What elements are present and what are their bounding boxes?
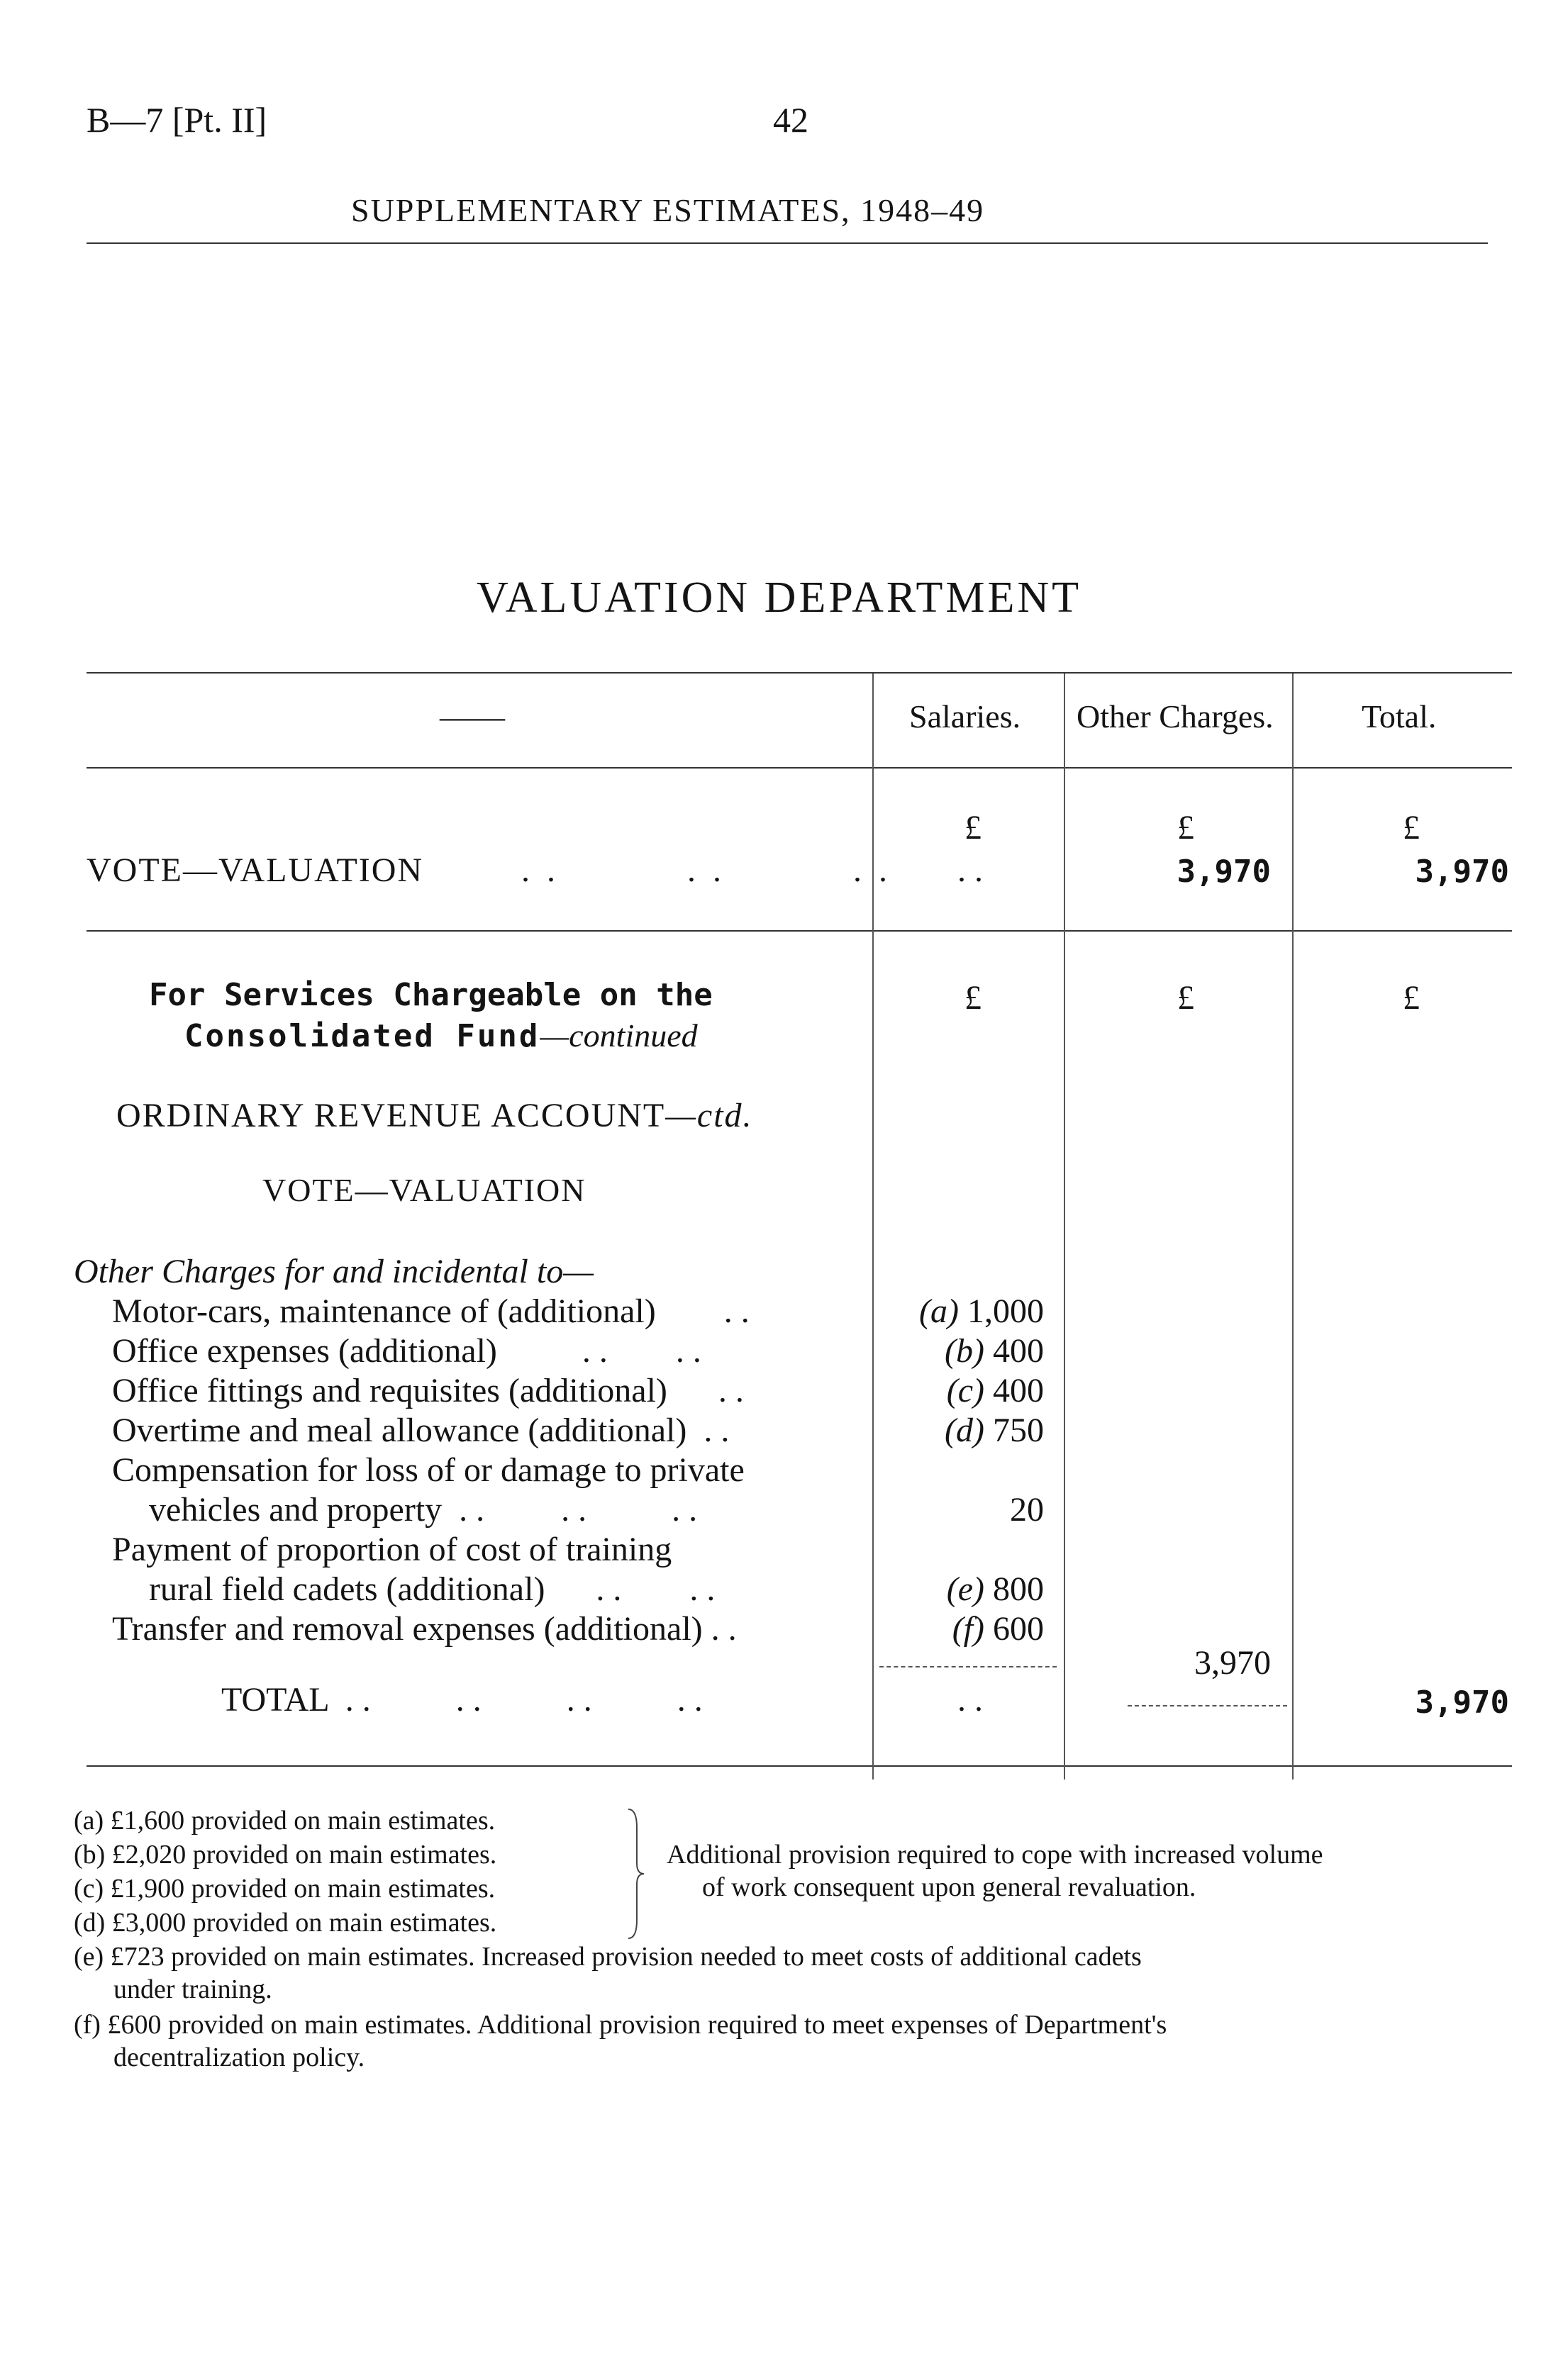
header-rule <box>87 242 1488 244</box>
item-description: Motor-cars, maintenance of (additional) . . <box>112 1292 750 1330</box>
section-currency-salaries: £ <box>964 979 982 1017</box>
item-amount <box>879 1292 1044 1331</box>
item-amount-value: 400 <box>993 1372 1044 1409</box>
document-reference: B—7 [Pt. II] <box>87 100 267 140</box>
account-title-ctd: —ctd. <box>665 1097 753 1134</box>
item-amount <box>879 1371 1044 1410</box>
item-amount <box>879 1609 1044 1648</box>
footnote-f-line1: (f) £600 provided on main estimates. Additional provision required to meet expenses of Department's <box>74 2010 1167 2040</box>
item-amount <box>879 1331 1044 1370</box>
column-divider-3 <box>1292 674 1294 1780</box>
column-divider-1 <box>872 674 874 1780</box>
item-description: Overtime and meal allowance (additional) . . <box>112 1412 730 1449</box>
section-heading-fund: Consolidated Fund <box>184 1018 540 1054</box>
footnote-abcd-note-line1: Additional provision required to cope with increased volume <box>667 1840 1323 1870</box>
item-description: Payment of proportion of cost of training <box>112 1531 672 1568</box>
footnote-e-line1: (e) £723 provided on main estimates. Increased provision needed to meet costs of additional cadets <box>74 1942 1142 1972</box>
item-footnote-ref: (e) <box>946 1570 984 1608</box>
item-amount <box>879 1411 1044 1450</box>
total-row-salaries: . . <box>957 1681 983 1719</box>
currency-symbol-salaries: £ <box>964 809 982 847</box>
table-head-rule <box>87 767 1512 769</box>
section-heading-continued: —continued <box>540 1017 698 1054</box>
item-amount-value: 1,000 <box>967 1292 1044 1330</box>
item-description: Office expenses (additional) . . . . <box>112 1332 701 1370</box>
item-description: rural field cadets (additional) . . . . <box>149 1570 716 1608</box>
running-title: SUPPLEMENTARY ESTIMATES, 1948–49 <box>351 192 985 228</box>
item-description: Compensation for loss of or damage to private <box>112 1451 745 1489</box>
item-amount-value: 600 <box>993 1610 1044 1648</box>
department-title: VALUATION DEPARTMENT <box>477 574 1082 622</box>
section-currency-total: £ <box>1403 979 1420 1017</box>
item-amount-value: 750 <box>993 1412 1044 1449</box>
item-description: Transfer and removal expenses (additional) . . <box>112 1610 737 1648</box>
item-footnote-ref: (b) <box>945 1332 984 1370</box>
footnote-f-line2: decentralization policy. <box>113 2043 365 2072</box>
account-title-text: ORDINARY REVENUE ACCOUNT <box>116 1097 666 1134</box>
column-header-total: Total. <box>1362 698 1437 734</box>
item-amount-value: 400 <box>993 1332 1044 1370</box>
item-footnote-ref: (c) <box>946 1372 984 1409</box>
footnote-brace <box>625 1806 647 1941</box>
table-bottom-rule <box>87 1765 1512 1767</box>
section-currency-other: £ <box>1177 979 1194 1017</box>
footnote-abcd-note-line2: of work consequent upon general revaluation. <box>702 1872 1196 1902</box>
column-header-other-charges: Other Charges. <box>1077 698 1274 734</box>
other-charges-subtotal: 3,970 <box>1194 1644 1271 1682</box>
item-amount-value: 20 <box>1010 1491 1044 1529</box>
vote-summary-label: VOTE—VALUATION <box>87 851 424 889</box>
salaries-subtotal-rule <box>879 1666 1057 1667</box>
column-header-salaries: Salaries. <box>909 698 1021 734</box>
currency-symbol-total: £ <box>1403 809 1420 847</box>
item-description: Office fittings and requisites (additional) . . <box>112 1372 744 1409</box>
table-top-rule <box>87 672 1512 674</box>
total-row-label: TOTAL . . . . . . . . <box>221 1681 703 1719</box>
other-charges-subtotal-rule <box>1128 1705 1287 1706</box>
vote-summary-salaries: . . <box>957 851 983 889</box>
other-charges-intro: Other Charges for and incidental to— <box>74 1253 594 1290</box>
section-heading-line1: For Services Chargeable on the <box>149 977 713 1013</box>
vote-title: VOTE—VALUATION <box>262 1172 586 1208</box>
total-row-total: 3,970 <box>1415 1685 1509 1721</box>
page-number: 42 <box>773 100 808 140</box>
footnote-b: (b) £2,020 provided on main estimates. <box>74 1840 497 1870</box>
account-title <box>116 1096 753 1135</box>
item-amount-value: 800 <box>993 1570 1044 1608</box>
footnote-c: (c) £1,900 provided on main estimates. <box>74 1874 496 1904</box>
item-footnote-ref: (a) <box>919 1292 959 1330</box>
vote-summary-other-charges: 3,970 <box>1177 854 1271 890</box>
item-description: vehicles and property . . . . . . <box>149 1491 698 1529</box>
vote-summary-total: 3,970 <box>1415 854 1509 890</box>
item-amount <box>879 1490 1044 1529</box>
item-footnote-ref: (f) <box>952 1610 984 1648</box>
vote-summary-rule <box>87 930 1512 932</box>
header-blank-dash: —— <box>440 698 505 734</box>
footnote-a: (a) £1,600 provided on main estimates. <box>74 1806 496 1836</box>
vote-summary-dots: . . . . . . <box>521 851 891 889</box>
item-amount <box>879 1570 1044 1609</box>
currency-symbol-other: £ <box>1177 809 1194 847</box>
footnote-d: (d) £3,000 provided on main estimates. <box>74 1908 497 1938</box>
section-heading-line2 <box>184 1017 698 1054</box>
footnote-e-line2: under training. <box>113 1974 272 2004</box>
item-footnote-ref: (d) <box>945 1412 984 1449</box>
column-divider-2 <box>1064 674 1065 1780</box>
